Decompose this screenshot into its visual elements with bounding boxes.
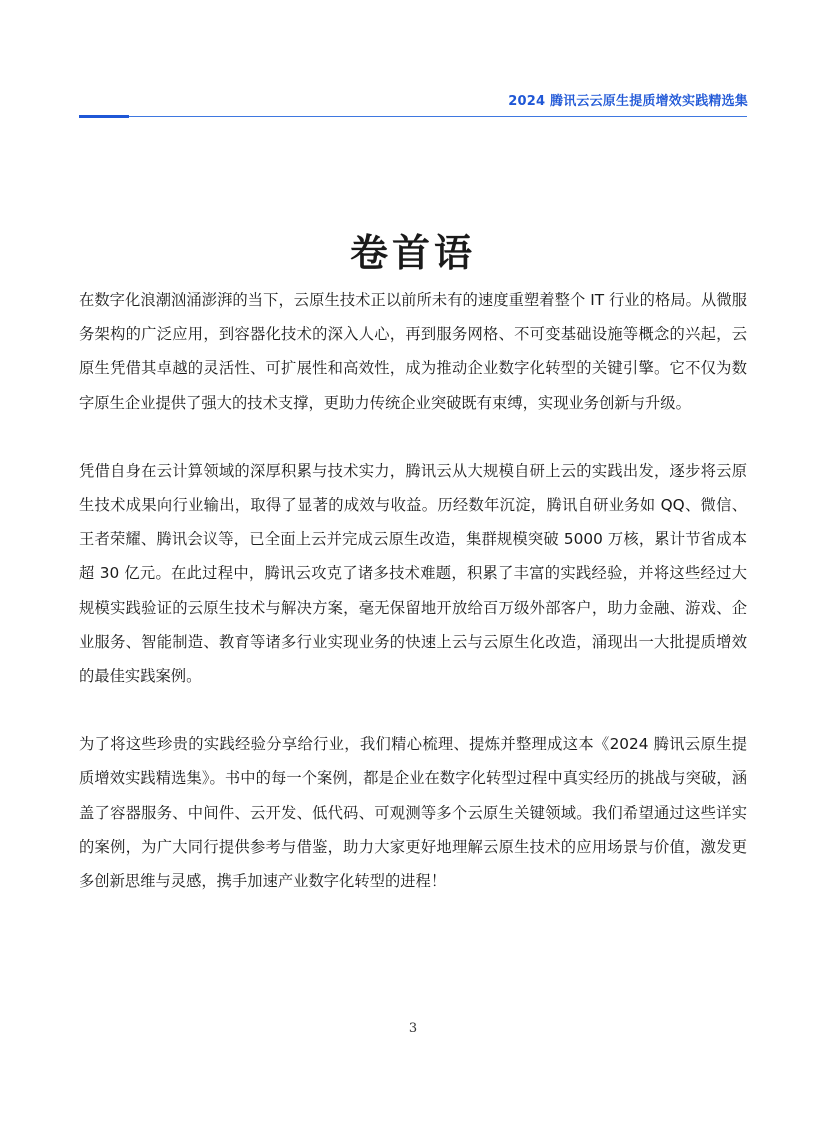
running-header-title: 2024 腾讯云云原生提质增效实践精选集 [508, 94, 748, 109]
header-divider [79, 116, 747, 117]
page-number: 3 [408, 1021, 418, 1036]
paragraph-3: 为了将这些珍贵的实践经验分享给行业，我们精心梳理、提炼并整理成这本《2024 腾讯云原生提质增效实践精选集》。书中的每一个案例，都是企业在数字化转型过程中真实经历的挑战与突破，涵盖了容器服务、中间件、云开发、低代码、可观测等多个云原生关键领域。我们希望通过这些详实的案例，为广大同行提供参考与借鉴，助力大家更好地理解云原生技术的应用场景与价值，激发更多创新思维与灵感，携手加速产业数字化转型的进程！ [79, 735, 747, 891]
header-divider-accent [79, 115, 129, 118]
paragraph-2: 凭借自身在云计算领域的深厚积累与技术实力，腾讯云从大规模自研上云的实践出发，逐步将云原生技术成果向行业输出，取得了显著的成效与收益。历经数年沉淀，腾讯自研业务如 QQ、微信、王者荣耀、腾讯会议等，已全面上云并完成云原生改造，集群规模突破 5000 万核，累计节省成本超 30 亿元。在此过程中，腾讯云攻克了诸多技术难题，积累了丰富的实践经验，并将这些经过大规模实践验证的云原生技术与解决方案，毫无保留地开放给百万级外部客户，助力金融、游戏、企业服务、智能制造、教育等诸多行业实现业务的快速上云与云原生化改造，涌现出一大批提质增效的最佳实践案例。 [79, 461, 747, 686]
paragraph-1: 在数字化浪潮汹涌澎湃的当下，云原生技术正以前所未有的速度重塑着整个 IT 行业的格局。从微服务架构的广泛应用，到容器化技术的深入人心，再到服务网格、不可变基础设施等概念的兴起，云原生凭借其卓越的灵活性、可扩展性和高效性，成为推动企业数字化转型的关键引擎。它不仅为数字原生企业提供了强大的技术支撑，更助力传统企业突破既有束缚，实现业务创新与升级。 [79, 291, 747, 412]
body-text [79, 283, 747, 932]
page-title: 卷首语 [349, 231, 476, 276]
